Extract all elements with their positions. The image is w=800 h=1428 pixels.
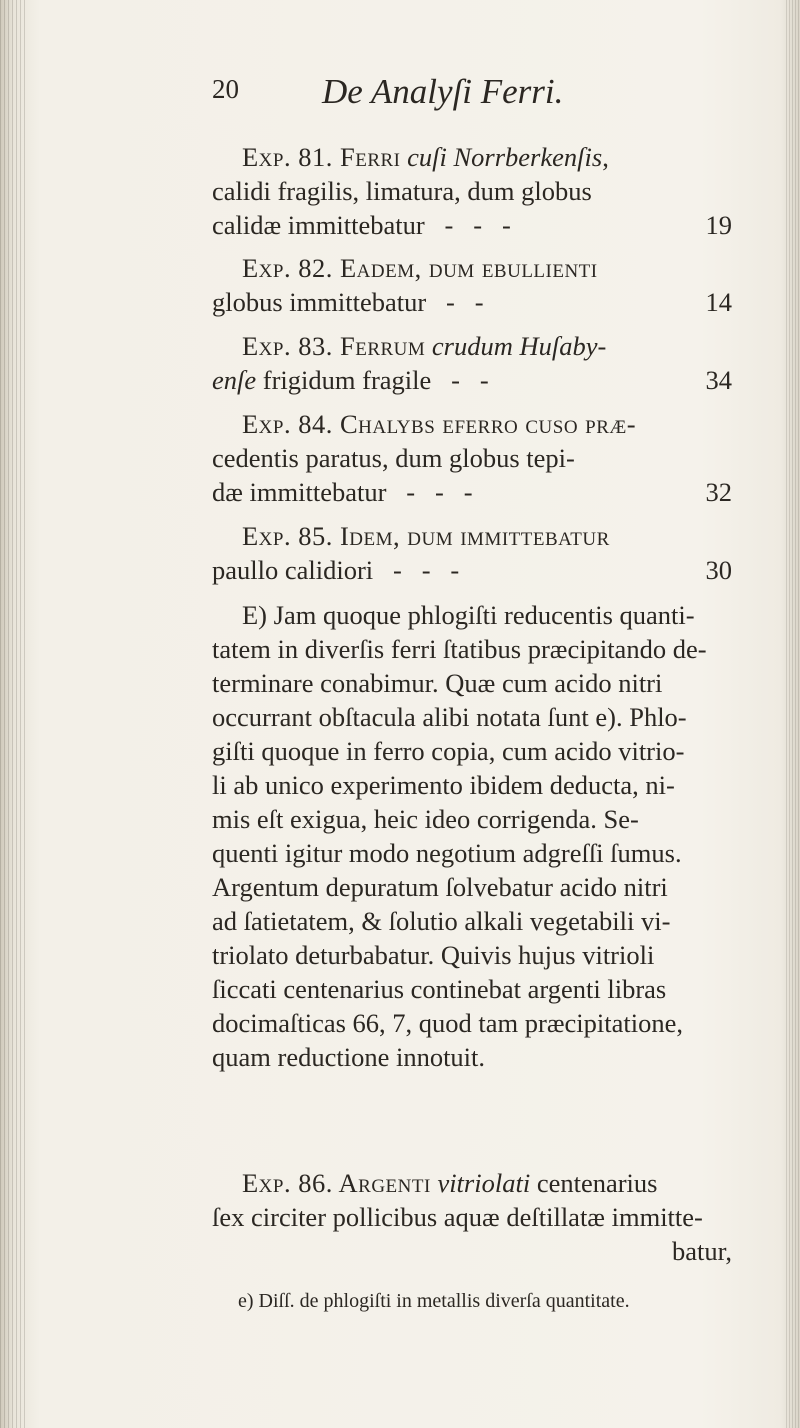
page-edge — [786, 0, 800, 1428]
value-81: 19 — [705, 210, 732, 240]
experiment-84 — [212, 407, 732, 509]
text-line: calidi fragilis, limatura, dum globus — [212, 176, 592, 206]
text-line: mis eſt exigua, heic ideo corrigenda. Se- — [212, 804, 639, 834]
text-line: enſe frigidum fragile - - 34 — [212, 365, 732, 395]
text-line: li ab unico experimento ibidem deducta, ni- — [212, 770, 675, 800]
text-line: quenti igitur modo negotium adgreſſi ſumus. — [212, 838, 682, 868]
text-line: triolato deturbabatur. Quivis hujus vitrioli — [212, 940, 655, 970]
text-line: cedentis paratus, dum globus tepi- — [212, 443, 575, 473]
page-number: 20 — [212, 74, 239, 104]
text-line: quam reductione innotuit. — [212, 1042, 486, 1072]
text-line: ſiccati centenarius continebat argenti libras — [212, 974, 667, 1004]
text-line: ad ſatietatem, & ſolutio alkali vegetabili vi- — [212, 906, 671, 936]
value-82: 14 — [705, 287, 732, 317]
catchword-line — [212, 1234, 732, 1268]
experiment-85 — [212, 519, 732, 587]
catchword: batur, — [671, 1236, 732, 1266]
text-line: occurrant obſtacula alibi notata ſunt e). Phlo- — [212, 702, 687, 732]
text-line: Exp. 86. Argenti vitriolati centenarius — [242, 1168, 658, 1198]
text-line: Argentum depuratum ſolvebatur acido nitri — [212, 872, 668, 902]
text-line: Exp. 81. Ferri cuſi Norrberkenſis, — [242, 142, 609, 172]
text-line: tatem in diverſis ferri ſtatibus præcipitando de- — [212, 634, 707, 664]
value-85: 30 — [705, 555, 732, 585]
text-line: Exp. 83. Ferrum crudum Huſaby- — [242, 331, 607, 361]
text-line: E) Jam quoque phlogiſti reducentis quanti- — [242, 600, 695, 630]
binding-shadow — [0, 0, 26, 1428]
text-line: giſti quoque in ferro copia, cum acido vitrio- — [212, 736, 685, 766]
text-line: Exp. 82. Eadem, dum ebullienti — [242, 253, 598, 283]
text-line: dæ immittebatur - - - 32 — [212, 477, 732, 507]
experiment-86 — [212, 1166, 732, 1268]
text-line: ſex circiter pollicibus aquæ deſtillatæ immitte- — [212, 1202, 703, 1232]
experiment-82 — [212, 251, 732, 319]
paragraph-e — [212, 598, 732, 1074]
text-line: docimaſticas 66, 7, quod tam præcipitatione, — [212, 1008, 684, 1038]
page-header — [212, 72, 732, 116]
running-title: De Analyſi Ferri. — [322, 72, 564, 111]
experiment-81 — [212, 140, 732, 242]
text-line: globus immittebatur - - 14 — [212, 287, 732, 317]
text-line: Exp. 85. Idem, dum immittebatur — [242, 521, 610, 551]
text-line: paullo calidiori - - - 30 — [212, 555, 732, 585]
experiment-83 — [212, 329, 732, 397]
value-83: 34 — [705, 365, 732, 395]
text-line: Exp. 84. Chalybs eferro cuſo præ- — [242, 409, 637, 439]
text-line: terminare conabimur. Quæ cum acido nitri — [212, 668, 663, 698]
text-line: calidæ immittebatur - - - 19 — [212, 210, 732, 240]
value-84: 32 — [705, 477, 732, 507]
footnote: e) Diſſ. de phlogiſti in metallis diverſa quantitate. — [238, 1290, 630, 1312]
